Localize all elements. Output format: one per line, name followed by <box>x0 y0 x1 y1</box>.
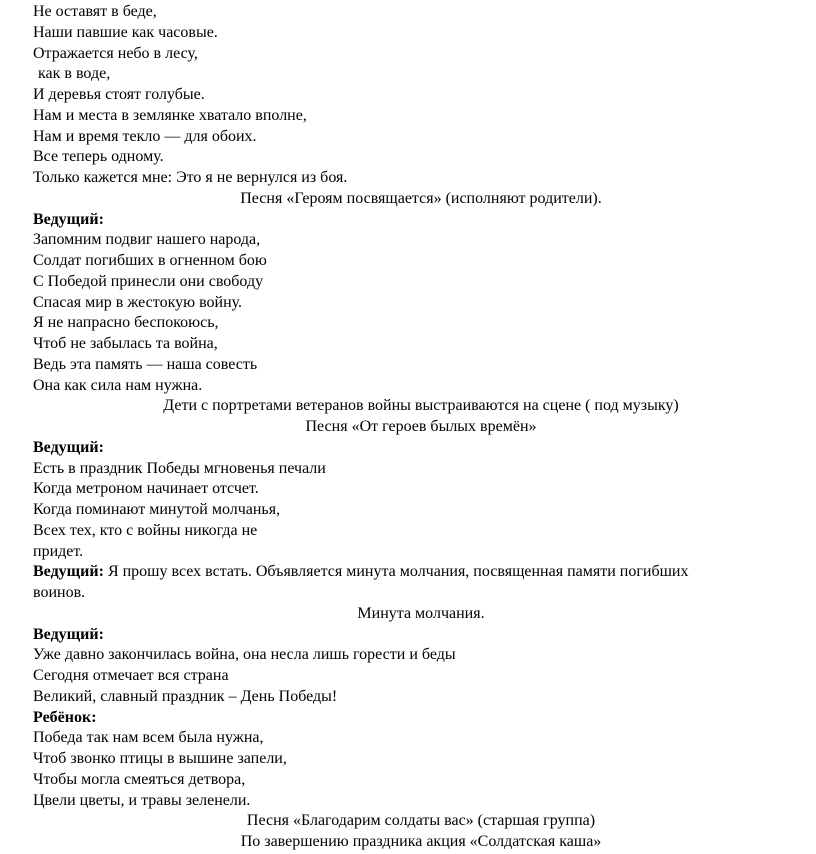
poem-line: И деревья стоят голубые. <box>33 86 205 103</box>
poem-stanza-5 <box>33 728 809 811</box>
speaker-label: Ведущий: <box>33 438 104 456</box>
speaker-label: Ведущий: <box>33 625 104 643</box>
poem-line: Все теперь одному. <box>33 148 164 166</box>
poem-line: Не оставят в беде, <box>33 3 157 20</box>
poem-stanza-2 <box>33 230 809 396</box>
minute-of-silence: Минута молчания. <box>357 604 485 622</box>
poem-line: Нам и места в землянке хватало вполне, <box>33 106 307 124</box>
poem-line: Всех тех, кто с войны никогда не <box>33 521 258 539</box>
poem-line: Я не напрасно беспокоюсь, <box>33 314 219 332</box>
poem-line: Победа так нам всем была нужна, <box>33 729 264 747</box>
poem-line: Чтобы могла смеяться детвора, <box>33 770 246 788</box>
poem-line: С Победой принесли они свободу <box>33 272 264 290</box>
stage-direction-portraits: Дети с портретами ветеранов войны выстраиваются на сцене ( под музыку) <box>163 397 679 415</box>
poem-line: Солдат погибших в огненном бою <box>33 252 267 269</box>
poem-line: Чтоб не забылась та война, <box>33 335 218 352</box>
song-thank-soldiers: Песня «Благодарим солдаты вас» (старшая группа) <box>246 812 596 830</box>
document-page <box>33 2 809 853</box>
poem-line: Она как сила нам нужна. <box>33 376 203 394</box>
poem-line: Чтоб звонко птицы в вышине запели, <box>33 750 287 767</box>
poem-line: Отражается небо в лесу, <box>33 44 198 62</box>
announcement-continuation: воинов. <box>33 584 86 601</box>
final-action: По завершению праздника акция «Солдатская каша» <box>240 833 602 850</box>
announcement-text: Я прошу всех встать. Объявляется минута молчания, посвященная памяти погибших <box>107 563 689 581</box>
poem-line: Только кажется мне: Это я не вернулся из боя. <box>33 169 348 186</box>
poem-stanza-1 <box>33 2 809 189</box>
poem-line: Когда метроном начинает отсчет. <box>33 480 259 498</box>
poem-line: Когда поминают минутой молчанья, <box>33 501 281 518</box>
speaker-label: Ведущий: <box>33 210 104 228</box>
poem-line: Спасая мир в жестокую войну. <box>33 293 243 311</box>
speaker-label: Ведущий: <box>33 563 104 581</box>
poem-line: Уже давно закончилась война, она несла лишь горести и беды <box>33 646 456 664</box>
poem-line: Ведь эта память — наша совесть <box>33 355 258 373</box>
poem-line: Запомним подвиг нашего народа, <box>33 231 261 249</box>
poem-line: Великий, славный праздник – День Победы! <box>33 687 338 705</box>
poem-stanza-3 <box>33 459 809 563</box>
poem-line: Нам и время текло — для обоих. <box>33 127 257 145</box>
poem-line: Цвели цветы, и травы зеленели. <box>33 791 251 809</box>
poem-line: Есть в праздник Победы мгновенья печали <box>33 459 326 477</box>
song-past-heroes: Песня «От героев былых времён» <box>305 418 537 435</box>
poem-line: как в воде, <box>38 65 111 83</box>
poem-line: Наши павшие как часовые. <box>33 23 218 41</box>
speaker-label-child: Ребёнок: <box>33 708 97 726</box>
silence-announcement <box>33 562 809 583</box>
poem-line: придет. <box>33 542 84 560</box>
poem-stanza-4 <box>33 645 809 707</box>
poem-line: Сегодня отмечает вся страна <box>33 667 229 684</box>
song-heroes: Песня «Героям посвящается» (исполняют родители). <box>240 189 602 207</box>
